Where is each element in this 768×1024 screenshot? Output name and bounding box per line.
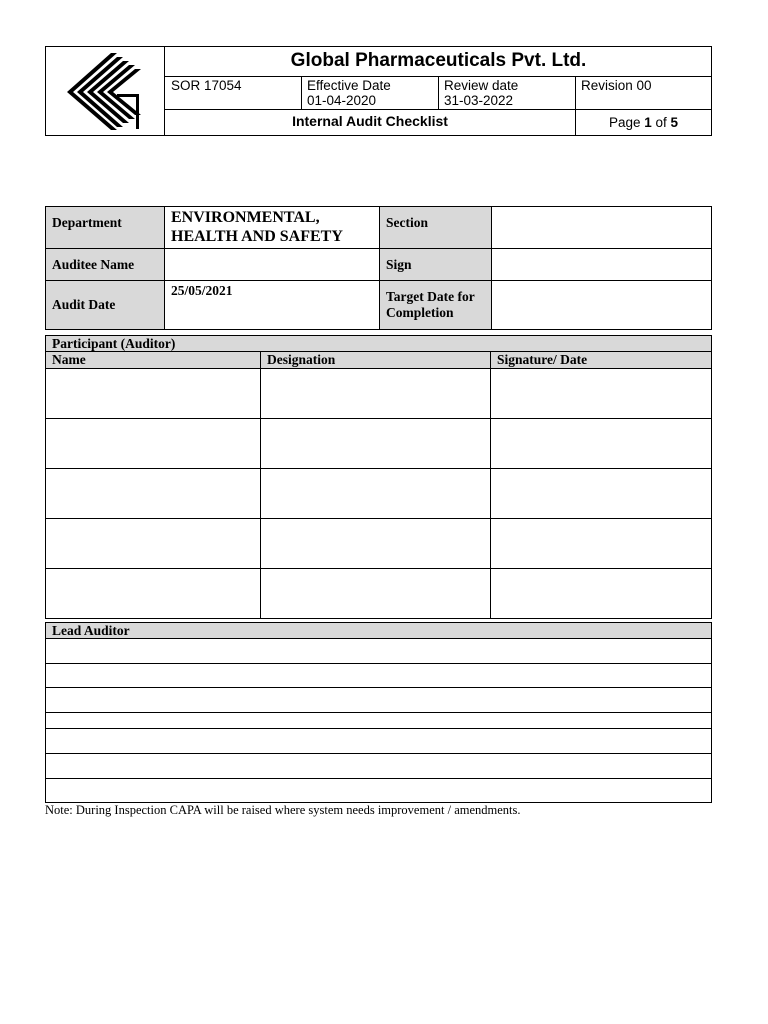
column-header-name: Name: [52, 352, 86, 367]
participant-designation-cell[interactable]: [260, 568, 491, 619]
participant-name-cell[interactable]: [45, 568, 261, 619]
participant-designation-cell[interactable]: [260, 418, 491, 469]
participant-name-cell[interactable]: [45, 468, 261, 519]
section-label: Section: [386, 215, 428, 230]
target-date-label-cell: [379, 280, 492, 330]
document-number: SOR 17054: [171, 78, 242, 93]
participant-signature-cell[interactable]: [490, 518, 712, 569]
review-date-label: Review date: [444, 78, 519, 93]
page-of: of: [651, 115, 671, 130]
sign-label-cell: [379, 248, 492, 281]
revision-number: Revision 00: [581, 78, 652, 93]
participant-signature-cell[interactable]: [490, 568, 712, 619]
department-value-cell[interactable]: [164, 206, 380, 249]
company-name: Global Pharmaceuticals Pvt. Ltd.: [290, 50, 587, 71]
participant-name-cell[interactable]: [45, 368, 261, 419]
department-value-line: HEALTH AND SAFETY: [171, 228, 343, 245]
participants-header-signature: [490, 351, 712, 369]
audit-date-label: Audit Date: [52, 297, 116, 312]
lead-auditor-row[interactable]: [45, 753, 712, 779]
effective-date-value: 01-04-2020: [307, 93, 377, 108]
page-total: 5: [670, 115, 679, 130]
audit-date-value: 25/05/2021: [171, 283, 233, 298]
participant-signature-cell[interactable]: [490, 418, 712, 469]
lead-auditor-row[interactable]: [45, 728, 712, 754]
header-divider: [301, 76, 302, 109]
participants-header-name: [45, 351, 261, 369]
participants-title: Participant (Auditor): [52, 336, 176, 351]
section-label-cell: [379, 206, 492, 249]
department-label-cell: [45, 206, 165, 249]
effective-date-label: Effective Date: [307, 78, 391, 93]
column-header-signature: Signature/ Date: [497, 352, 588, 367]
target-date-label-line: Target Date for: [386, 289, 475, 304]
participant-designation-cell[interactable]: [260, 468, 491, 519]
lead-auditor-row[interactable]: [45, 687, 712, 713]
department-value-line: ENVIRONMENTAL,: [171, 209, 320, 226]
lead-auditor-row[interactable]: [45, 778, 712, 803]
participants-header-designation: [260, 351, 491, 369]
header-divider: [438, 76, 439, 109]
review-date-value: 31-03-2022: [444, 93, 514, 108]
participant-designation-cell[interactable]: [260, 368, 491, 419]
section-value-cell[interactable]: [491, 206, 712, 249]
participant-signature-cell[interactable]: [490, 468, 712, 519]
auditee-label: Auditee Name: [52, 257, 135, 272]
lead-auditor-title: Lead Auditor: [52, 623, 130, 638]
participant-designation-cell[interactable]: [260, 518, 491, 569]
auditee-label-cell: [45, 248, 165, 281]
participant-signature-cell[interactable]: [490, 368, 712, 419]
audit-date-label-cell: [45, 280, 165, 330]
page-prefix: Page: [608, 115, 645, 130]
lead-auditor-row[interactable]: [45, 663, 712, 688]
logo-cell: [45, 46, 165, 136]
lead-auditor-title-cell: [45, 622, 712, 639]
footer-note: Note: During Inspection CAPA will be raised where system needs improvement / amendments.: [45, 803, 521, 817]
lead-auditor-row[interactable]: [45, 712, 712, 729]
page-current: 1: [644, 115, 652, 130]
page-indicator: [575, 115, 712, 130]
document-title: Internal Audit Checklist: [292, 113, 448, 129]
department-label: Department: [52, 215, 122, 230]
lead-auditor-row[interactable]: [45, 638, 712, 664]
target-date-label-line: Completion: [386, 305, 454, 320]
sign-label: Sign: [386, 257, 412, 272]
participants-title-cell: [45, 335, 712, 352]
company-logo-icon: [45, 46, 165, 136]
auditee-value-cell[interactable]: [164, 248, 380, 281]
header-divider: [165, 109, 712, 110]
audit-date-value-cell[interactable]: [164, 280, 380, 330]
participant-name-cell[interactable]: [45, 418, 261, 469]
target-date-value-cell[interactable]: [491, 280, 712, 330]
participant-name-cell[interactable]: [45, 518, 261, 569]
column-header-designation: Designation: [267, 352, 336, 367]
sign-value-cell[interactable]: [491, 248, 712, 281]
